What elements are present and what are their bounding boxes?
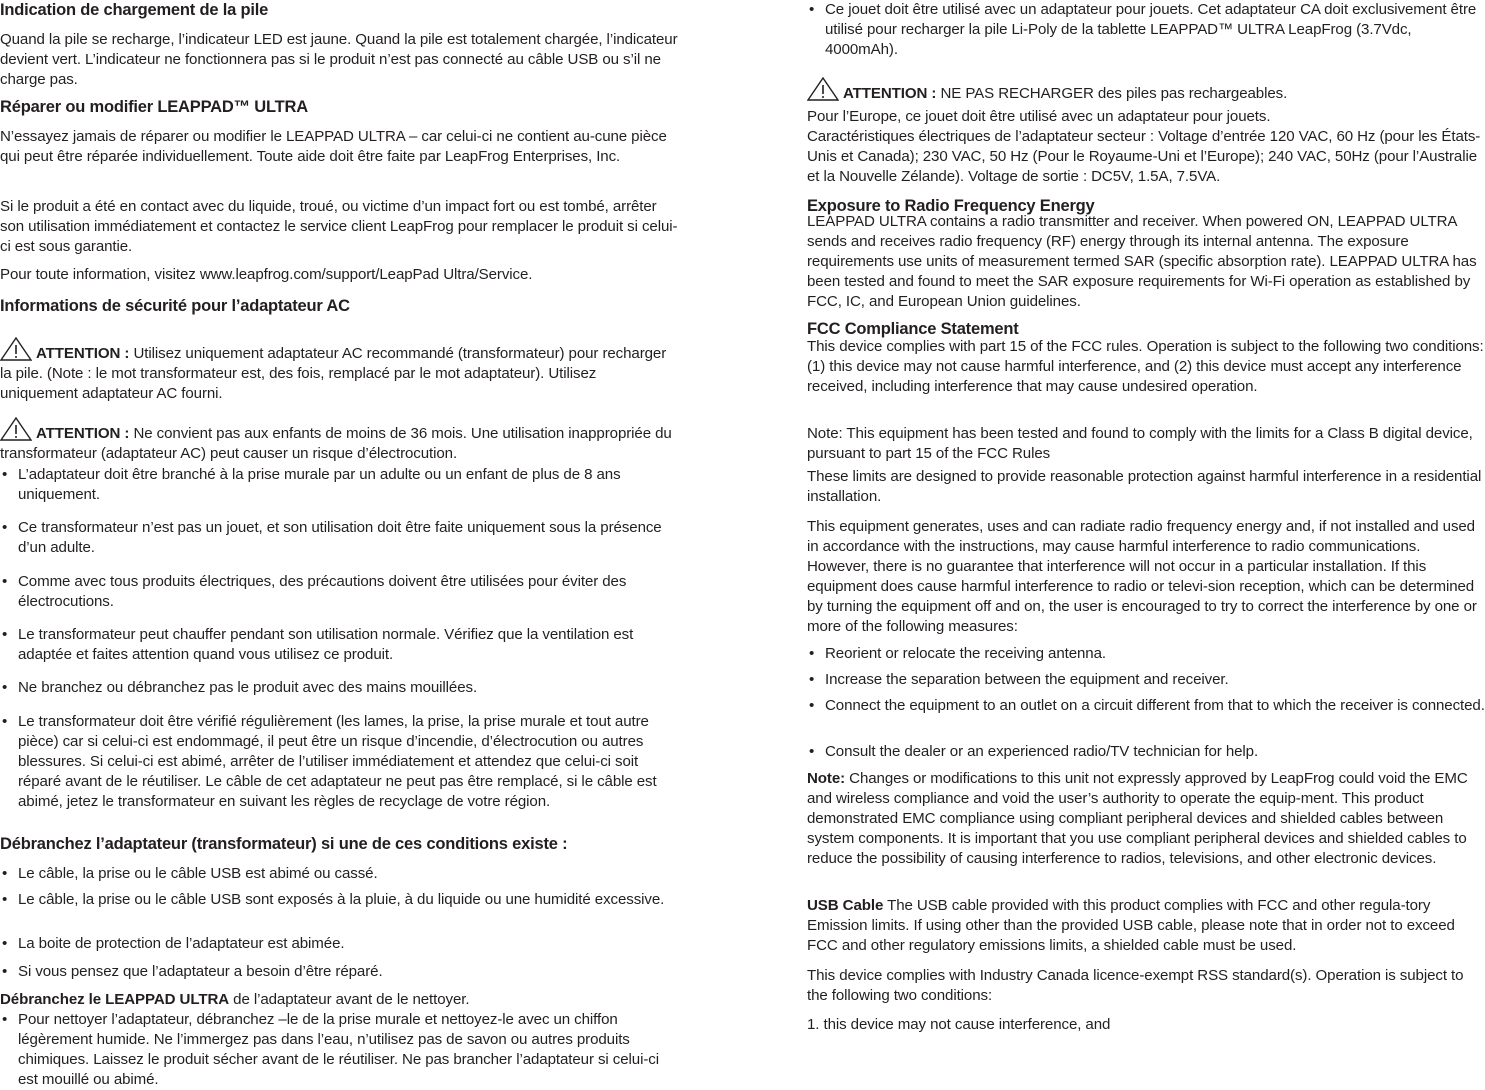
attention-text: Ne convient pas aux enfants de moins de 36 mois. Une utilisation inappropriée du transformateur (adaptateur AC) peut causer un risque d’électrocution.: [0, 425, 672, 462]
repair-paragraph-3: Pour toute information, visitez www.leapfrog.com/support/LeapPad Ultra/Service.: [0, 266, 533, 283]
repair-paragraph-1: N’essayez jamais de réparer ou modifier le LEAPPAD ULTRA – car celui-ci ne contient au-cune pièce qui peut être réparée individuellement. Toute aide doit être faite par LeapFrog Enterprises, Inc.: [0, 128, 667, 165]
attention-text: NE PAS RECHARGER des piles pas rechargeables.: [940, 85, 1288, 102]
bullet-icon: •: [2, 865, 8, 882]
list-item: • Comme avec tous produits électriques, des précautions doivent être utilisées pour éviter des électrocutions.: [2, 573, 627, 610]
list-item: • Connect the equipment to an outlet on a circuit different from that to which the receiver is connected.: [809, 697, 1485, 714]
clean-line: [0, 990, 678, 1010]
unplug-heading: Débranchez l’adaptateur (transformateur) si une de ces conditions existe :: [0, 835, 568, 853]
bullet-icon: •: [809, 671, 815, 688]
usb-text: The USB cable provided with this product complies with FCC and other regula-tory Emission limits. If using other than the provided USB cable, please note that in order not to exceed FCC and other regulatory emissions limits, a shielded cable must be used.: [807, 897, 1455, 954]
list-item: • Le câble, la prise ou le câble USB sont exposés à la pluie, à du liquide ou une humidité excessive.: [2, 891, 665, 908]
fcc-paragraph-2: Note: This equipment has been tested and found to comply with the limits for a Class B digital device, pursuant to part 15 of the FCC Rules: [807, 425, 1473, 462]
list-item: • Si vous pensez que l’adaptateur a besoin d’être réparé.: [2, 963, 383, 980]
warning-triangle-icon: [0, 417, 32, 441]
list-item: • La boite de protection de l’adaptateur est abimée.: [2, 935, 345, 952]
bullet-icon: •: [809, 743, 815, 760]
attention-label: ATTENTION :: [843, 85, 937, 102]
list-item: • Pour nettoyer l’adaptateur, débranchez –le de la prise murale et nettoyez-le avec un chiffon légèrement humide. Ne l’immergez pas dans l’eau, n’utilisez pas de savon ou autres produits chimiques. Laissez le produit sécher avant de le réutiliser. Ne pas brancher l’adaptateur si celui-ci est mouillé ou abimé.: [2, 1011, 659, 1088]
note-label: Note:: [807, 770, 846, 787]
list-item: • Reorient or relocate the receiving antenna.: [809, 645, 1106, 662]
europe-text: Pour l’Europe, ce jouet doit être utilisé avec un adaptateur pour jouets.: [807, 108, 1271, 125]
list-item: • Ne branchez ou débranchez pas le produit avec des mains mouillées.: [2, 679, 478, 696]
attention-block-3: [807, 77, 1485, 104]
fcc-paragraph-3: These limits are designed to provide reasonable protection against harmful interference in a residential installation.: [807, 468, 1482, 505]
bullet-icon: •: [2, 679, 8, 696]
bullet-icon: •: [2, 466, 8, 483]
charging-heading: Indication de chargement de la pile: [0, 1, 269, 19]
bullet-icon: •: [809, 1, 815, 18]
list-item: • Increase the separation between the equipment and receiver.: [809, 671, 1229, 688]
bullet-icon: •: [2, 963, 8, 980]
bullet-icon: •: [2, 891, 8, 908]
note-paragraph: [807, 769, 1485, 869]
usb-label: USB Cable: [807, 897, 884, 914]
repair-paragraph-2: Si le produit a été en contact avec du liquide, troué, ou victime d’un impact fort ou est tombé, arrêter son utilisation immédiatement et contactez le service client LeapFrog pour remplacer le produit si celui-ci est sous garantie.: [0, 198, 678, 255]
electrical-text: Caractéristiques électriques de l’adaptateur secteur : Voltage d’entrée 120 VAC, 60 Hz (pour les États-Unis et Canada); 230 VAC, 50 Hz (Pour le Royaume-Uni et l’Europe); 240 VAC, 50Hz (pour l’Australie et la Nouvelle Zélande). Voltage de sortie : DC5V, 1.5A, 7.5VA.: [807, 128, 1481, 185]
fcc-paragraph-4: This equipment generates, uses and can radiate radio frequency energy and, if not installed and used in accordance with the instructions, may cause harmful interference to radio communications. However, there is no guarantee that interference will not occur in a particular installation. If this equipment does cause harmful interference to radio or televi-sion reception, which can be determined by turning the equipment off and on, the user is encouraged to try to correct the interference by one or more of the following measures:: [807, 518, 1477, 635]
attention-text: Utilisez uniquement adaptateur AC recommandé (transformateur) pour recharger la pile. (Note : le mot transformateur est, des fois, remplacé par le mot adaptateur). Utilisez uniquement adaptateur AC fourni.: [0, 345, 667, 402]
list-item: • Ce jouet doit être utilisé avec un adaptateur pour jouets. Cet adaptateur CA doit exclusivement être utilisé pour recharger la pile Li-Poly de la tablette LEAPPAD™ ULTRA LeapFrog (3.7Vdc, 4000mAh).: [809, 1, 1477, 58]
ic-item-1: 1. this device may not cause interference, and: [807, 1016, 1111, 1033]
bullet-icon: •: [809, 697, 815, 714]
warning-triangle-icon: [807, 77, 839, 101]
warning-triangle-icon: [0, 337, 32, 361]
repair-heading: Réparer ou modifier LEAPPAD™ ULTRA: [0, 98, 308, 116]
clean-bold: Débranchez le LEAPPAD ULTRA: [0, 991, 230, 1008]
attention-label: ATTENTION :: [36, 425, 130, 442]
bullet-icon: •: [2, 519, 8, 536]
rf-text: LEAPPAD ULTRA contains a radio transmitter and receiver. When powered ON, LEAPPAD ULTRA sends and receives radio frequency (RF) energy through its internal antenna. The exposure requirements use units of measurement termed SAR (specific absorption rate). LEAPPAD ULTRA has been tested and found to meet the SAR exposure requirements for Wi-Fi operation as established by FCC, IC, and European Union guidelines.: [807, 213, 1477, 310]
attention-block-2: [0, 417, 678, 464]
list-item: • Ce transformateur n’est pas un jouet, et son utilisation doit être faite uniquement sous la présence d’un adulte.: [2, 519, 662, 556]
bullet-icon: •: [2, 573, 8, 590]
charging-text: Quand la pile se recharge, l’indicateur LED est jaune. Quand la pile est totalement chargée, l’indicateur devient vert. L’indicateur ne fonctionnera pas si le produit n’est pas connecté au câble USB ou s’il ne charge pas.: [0, 31, 678, 88]
rf-heading: Exposure to Radio Frequency Energy: [807, 197, 1095, 215]
clean-text: de l’adaptateur avant de le nettoyer.: [233, 991, 470, 1008]
fcc-paragraph-1: This device complies with part 15 of the FCC rules. Operation is subject to the following two conditions: (1) this device may not cause harmful interference, and (2) this device must accept any interference received, including interference that may cause undesired operation.: [807, 338, 1484, 395]
attention-block-1: [0, 337, 678, 404]
list-item: • L’adaptateur doit être branché à la prise murale par un adulte ou un enfant de plus de 8 ans uniquement.: [2, 466, 621, 503]
bullet-icon: •: [2, 713, 8, 730]
bullet-icon: •: [809, 645, 815, 662]
list-item: • Le transformateur peut chauffer pendant son utilisation normale. Vérifiez que la ventilation est adaptée et faites attention quand vous utilisez ce produit.: [2, 626, 634, 663]
ic-paragraph: This device complies with Industry Canada licence-exempt RSS standard(s). Operation is subject to the following two conditions:: [807, 967, 1464, 1004]
list-item: • Consult the dealer or an experienced radio/TV technician for help.: [809, 743, 1259, 760]
bullet-icon: •: [2, 935, 8, 952]
list-item: • Le transformateur doit être vérifié régulièrement (les lames, la prise, la prise murale et tout autre pièce) car si celui-ci est endommagé, il peut être un risque d’incendie, d’électrocution ou autres blessures. Si celui-ci est abimé, arrêter de l’utiliser immédiatement et attendez que celui-ci soit réparé avant de le réutiliser. Le câble de cet adaptateur ne peut pas être remplacé, si le câble est abimé, jetez le transformateur en suivant les règles de recyclage de votre région.: [2, 713, 657, 810]
safety-heading: Informations de sécurité pour l’adaptateur AC: [0, 297, 350, 315]
fcc-heading: FCC Compliance Statement: [807, 320, 1019, 338]
note-text: Changes or modifications to this unit not expressly approved by LeapFrog could void the EMC and wireless compliance and void the user’s authority to operate the equip-ment. This product demonstrated EMC compliance using compliant peripheral devices and shielded cables between system components. It is important that you use compliant peripheral devices and shielded cables to reduce the possibility of causing interference to radios, televisions, and other electronic devices.: [807, 770, 1468, 867]
bullet-icon: •: [2, 626, 8, 643]
list-item: • Le câble, la prise ou le câble USB est abimé ou cassé.: [2, 865, 378, 882]
bullet-icon: •: [2, 1011, 8, 1028]
attention-label: ATTENTION :: [36, 345, 130, 362]
usb-paragraph: [807, 896, 1485, 956]
